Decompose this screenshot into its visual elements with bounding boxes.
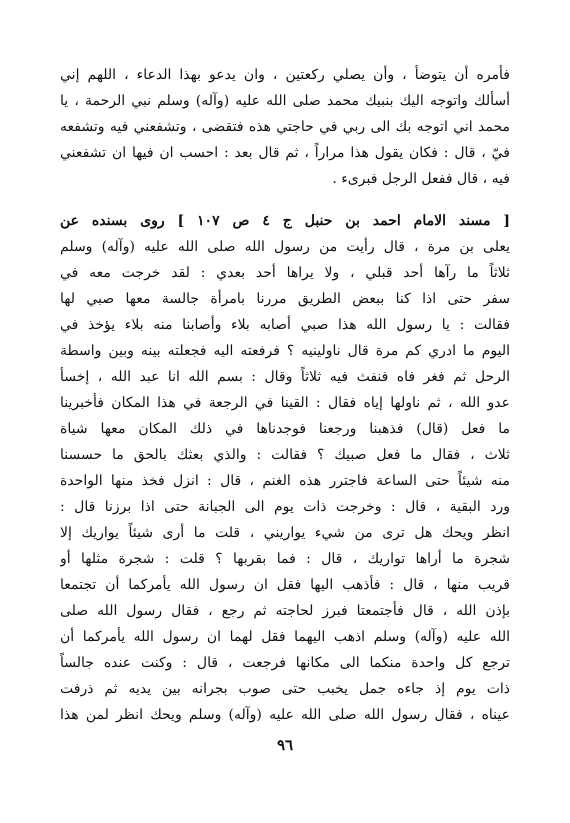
paragraph2-line-20: عيناه ، فقال رسول الله صلى الله عليه (وآله) وسلم ويحك انظر لمن هذا [60, 707, 510, 723]
paragraph2-line-6: اليوم ما ادري كم مرة قال ناولينيه ؟ فرفعته اليه فجعلته بينه وبين واسطة [60, 343, 510, 359]
paragraph2-line-7: الرحل ثم فغر فاه فنفث فيه ثلاثاً وقال : بسم الله انا عبد الله ، إخسأ [60, 369, 510, 385]
paragraph1-line-1: فأمره أن يتوضأ ، وأن يصلي ركعتين ، وان يدعو بهذا الدعاء ، اللهم إني [60, 67, 510, 83]
citation-heading-line: [ مسند الامام احمد بن حنبل ج ٤ ص ١٠٧ ] روى بسنده عن [60, 213, 510, 229]
paragraph2-line-10: ثلاث ، فقال ما فعل صبيك ؟ فقالت : والذي بعثك بالحق ما حسسنا [60, 447, 510, 463]
paragraph2-line-19: ذات يوم إذ جاءه جمل يخبب حتى صوب بجرانه بين يديه ثم ذرفت [60, 681, 510, 697]
paragraph2-line-8: عدو الله ، ثم ناولها إياه فقال : القينا في الرجعة في هذا المكان فأخبرينا [60, 395, 510, 411]
paragraph1-line-3: محمد اني اتوجه بك الى ربي في حاجتي هذه فتقضى ، وتشفعني فيه وتشفعه [60, 119, 510, 135]
paragraph2-line-2: يعلى بن مرة ، قال رأيت من رسول الله صلى الله عليه (وآله) وسلم [60, 239, 510, 255]
paragraph2-line-15: قريب منها ، قال : فأذهب اليها فقل ان رسول الله يأمركما أن تجتمعا [60, 577, 510, 593]
paragraph2-line-18: ترجع كل واحدة منكما الى مكانها فرجعت ، قال : وكنت عنده جالساً [60, 655, 510, 671]
paragraph2-line-4: سفر حتى اذا كنا ببعض الطريق مررنا بامرأة جالسة معها صبي لها [60, 291, 510, 307]
paragraph2-line-9: ما فعل (قال) فذهبنا ورجعنا فوجدناها في ذلك المكان معها شياة [60, 421, 510, 437]
page-number: ٩٦ [276, 736, 294, 754]
paragraph2-line-3: ثلاثاً ما رآها أحد قبلي ، ولا يراها أحد بعدي : لقد خرجت معه في [60, 265, 510, 281]
paragraph2-line-14: شجرة ما أراها تواريك ، قال : فما بقربها ؟ قلت : شجرة مثلها أو [60, 551, 510, 567]
paragraph2-line-17: الله عليه (وآله) وسلم اذهب اليهما فقل لهما ان رسول الله يأمركما أن [60, 629, 510, 645]
paragraph1-line-4: فيّ ، قال : فكان يقول هذا مراراً ، ثم قال بعد : احسب ان فيها ان تشفعني [60, 145, 510, 161]
paragraph2-line-12: ورد البقية ، قال : وخرجت ذات يوم الى الجبانة حتى اذا برزنا قال : [60, 499, 510, 515]
paragraph2-line-11: منه شيئاً حتى الساعة فاجترر هذه الغنم ، قال : انزل فخذ منها الواحدة [60, 473, 510, 489]
paragraph2-line-16: بإذن الله ، قال فأجتمعتا فبرز لحاجته ثم رجع ، فقال رسول الله صلى [60, 603, 510, 619]
paragraph1-line-5: فيه ، قال ففعل الرجل فبرىء . [332, 171, 510, 187]
paragraph2-line-5: فقالت : يا رسول الله هذا صبي أصابه بلاء وأصابنا منه بلاء يؤخذ في [60, 317, 510, 333]
paragraph1-line-2: أسألك واتوجه اليك بنبيك محمد صلى الله عليه (وآله) وسلم نبي الرحمة ، يا [60, 93, 510, 109]
paragraph2-line-13: انظر ويحك هل ترى من شيء يواريني ، قلت ما أرى شيئاً يواريك إلا [60, 525, 510, 541]
